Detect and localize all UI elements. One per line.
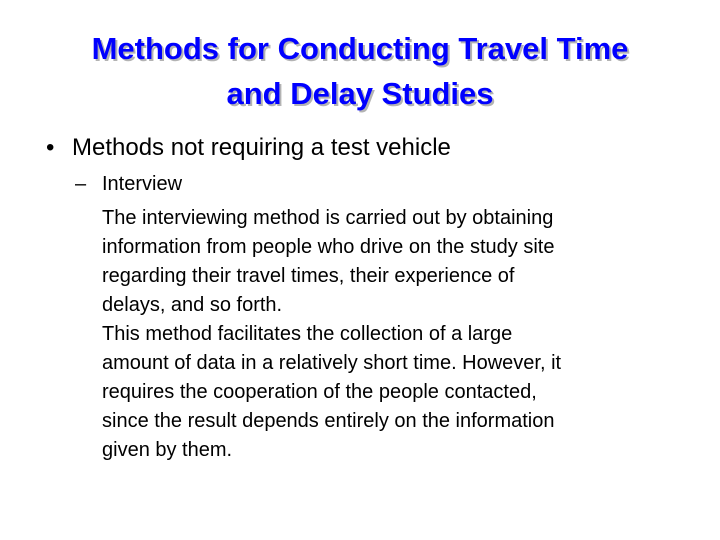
paragraph-line: since the result depends entirely on the information xyxy=(102,410,555,432)
slide-title xyxy=(20,26,700,116)
paragraph-line: amount of data in a relatively short time. However, it xyxy=(102,352,562,374)
paragraph-line: information from people who drive on the study site xyxy=(102,236,555,258)
sub-bullet-marker: – xyxy=(75,173,87,195)
paragraph xyxy=(102,320,682,465)
sub-bullet-item xyxy=(75,170,182,198)
paragraph-line: regarding their travel times, their experience of xyxy=(102,265,515,287)
sub-bullet-text: Interview xyxy=(102,173,183,195)
paragraph xyxy=(102,204,682,320)
paragraph-line: requires the cooperation of the people contacted, xyxy=(102,381,537,403)
paragraph-line: given by them. xyxy=(102,439,233,461)
paragraph-line: delays, and so forth. xyxy=(102,294,283,316)
paragraph-line: The interviewing method is carried out by obtaining xyxy=(102,207,554,229)
title-line: Methods for Conducting Travel Time xyxy=(91,31,629,66)
body-text xyxy=(102,204,682,465)
bullet-text: Methods not requiring a test vehicle xyxy=(72,134,451,161)
title-line: and Delay Studies xyxy=(226,76,494,111)
bullet-marker: • xyxy=(46,134,55,161)
paragraph-line: This method facilitates the collection of a large xyxy=(102,323,513,345)
bullet-item xyxy=(46,131,451,165)
